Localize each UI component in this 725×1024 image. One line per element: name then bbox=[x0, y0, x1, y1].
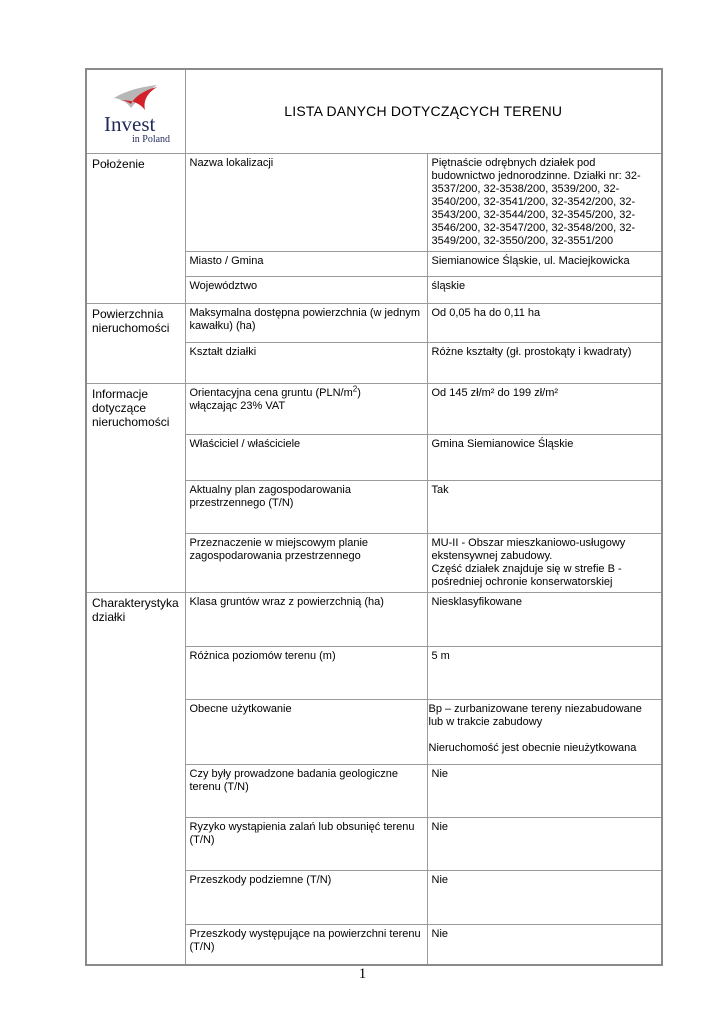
field-value: Nie bbox=[427, 925, 662, 965]
field-value: Niesklasyfikowane bbox=[427, 593, 662, 647]
header-row bbox=[86, 69, 662, 154]
logo-grey-swoosh bbox=[114, 85, 157, 108]
logo-word: Invest bbox=[104, 112, 156, 136]
page-title: LISTA DANYCH DOTYCZĄCYCH TERENU bbox=[185, 69, 662, 154]
field-value: Od 145 zł/m² do 199 zł/m² bbox=[427, 384, 662, 435]
field-label: Województwo bbox=[185, 277, 427, 304]
section-property-info-label: Informacje dotyczące nieruchomości bbox=[86, 384, 185, 593]
field-value: Nie bbox=[427, 818, 662, 871]
field-value bbox=[427, 700, 662, 765]
field-label: Klasa gruntów wraz z powierzchnią (ha) bbox=[185, 593, 427, 647]
data-sheet bbox=[85, 68, 661, 966]
land-use-text-1: Bp – zurbanizowane tereny niezabudowane lub w trakcie zabudowy bbox=[428, 703, 642, 728]
field-label: Przeszkody podziemne (T/N) bbox=[185, 871, 427, 925]
price-label-text: Orientacyjna cena gruntu (PLN/m bbox=[189, 387, 353, 399]
field-label: Obecne użytkowanie bbox=[185, 700, 427, 765]
field-label: Przeszkody występujące na powierzchni terenu (T/N) bbox=[185, 925, 427, 965]
field-label: Czy były prowadzone badania geologiczne terenu (T/N) bbox=[185, 765, 427, 818]
field-value: Nie bbox=[427, 765, 662, 818]
logo-cell bbox=[86, 69, 185, 154]
field-value: Od 0,05 ha do 0,11 ha bbox=[427, 304, 662, 343]
field-value: Gmina Siemianowice Śląskie bbox=[427, 435, 662, 481]
field-label: Właściciel / właściciele bbox=[185, 435, 427, 481]
logo-subtitle: in Poland bbox=[132, 134, 171, 145]
price-label-sup: 2 bbox=[352, 384, 358, 394]
zoning-text-2: Część działek znajduje się w strefie B - pośredniej ochronie konserwatorskiej bbox=[431, 563, 622, 588]
field-value: Różne kształty (gł. prostokąty i kwadraty) bbox=[427, 343, 662, 384]
section-location-label: Położenie bbox=[86, 154, 185, 304]
price-label-close: ) bbox=[357, 387, 361, 399]
field-label: Aktualny plan zagospodarowania przestrzennego (T/N) bbox=[185, 481, 427, 534]
site-data-table bbox=[85, 68, 663, 966]
field-value: Siemianowice Śląskie, ul. Maciejkowicka bbox=[427, 252, 662, 277]
field-label: Kształt działki bbox=[185, 343, 427, 384]
zoning-text-1: MU-II - Obszar mieszkaniowo-usługowy ekstensywnej zabudowy. bbox=[431, 537, 626, 562]
field-value: Nie bbox=[427, 871, 662, 925]
field-value: śląskie bbox=[427, 277, 662, 304]
field-label: Różnica poziomów terenu (m) bbox=[185, 647, 427, 700]
field-label: Maksymalna dostępna powierzchnia (w jednym kawałku) (ha) bbox=[185, 304, 427, 343]
field-label bbox=[185, 384, 427, 435]
field-value: Piętnaście odrębnych działek pod budownictwo jednorodzinne. Działki nr: 32-3537/200, 32-3538/200, 3539/200, 32-3540/200, 32-3541/200, 32-3542/200, 32-3543/200, 32-3544/200, 32-3545/200, 32-3546/200, 32-3547/200, 32-3548/200, 32-3549/200, 32-3550/200, 32-3551/200 bbox=[427, 154, 662, 252]
field-value: Tak bbox=[427, 481, 662, 534]
field-label: Nazwa lokalizacji bbox=[185, 154, 427, 252]
price-label-vat: włączając 23% VAT bbox=[189, 400, 286, 412]
section-area-label: Powierzchnia nieruchomości bbox=[86, 304, 185, 384]
invest-in-poland-logo bbox=[87, 70, 186, 149]
page-number: 1 bbox=[358, 966, 367, 982]
field-value: 5 m bbox=[427, 647, 662, 700]
section-plot-characteristics-label: Charakterystyka działki bbox=[86, 593, 185, 965]
field-label: Miasto / Gmina bbox=[185, 252, 427, 277]
field-label: Ryzyko wystąpienia zalań lub obsunięć terenu (T/N) bbox=[185, 818, 427, 871]
land-use-text-2: Nieruchomość jest obecnie nieużytkowana bbox=[428, 742, 637, 754]
field-label: Przeznaczenie w miejscowym planie zagospodarowania przestrzennego bbox=[185, 534, 427, 593]
field-value bbox=[427, 534, 662, 593]
